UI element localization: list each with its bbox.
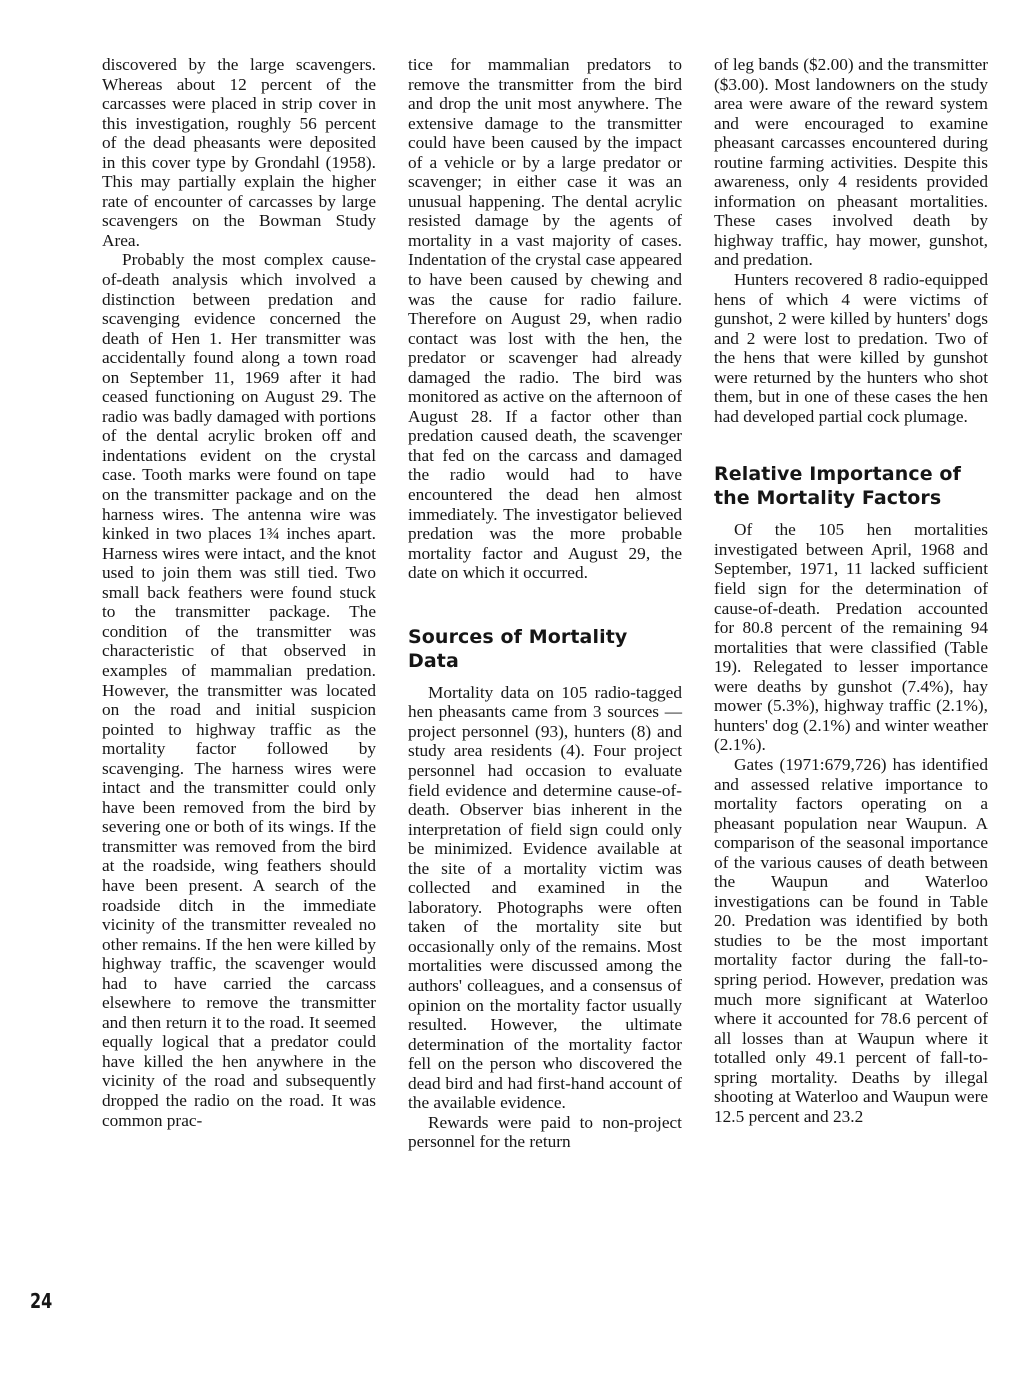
paragraph: Rewards were paid to non-project personnel for the return xyxy=(408,1112,682,1152)
paragraph: Gates (1971:679,726) has identified and assessed relative importance to mortality factors operating on a pheasant population near Waupun. A comparison of the seasonal importance of the various causes of death between the Waupun and Waterloo investigations can be found in Table 20. Predation was identified by both studies to be the most important mortality factor during the fall-to-spring period. However, predation was much more significant at Waterloo where it accounted for 78.6 percent of all losses than at Waupun where it totalled only 49.1 percent of fall-to-spring mortality. Deaths by illegal shooting at Waterloo and Waupun were 12.5 percent and 23.2 xyxy=(714,754,988,1126)
page-number: 24 xyxy=(30,1289,53,1313)
section-heading-sources: Sources of Mortality Data xyxy=(408,625,628,672)
column-1 xyxy=(102,55,376,1130)
section-heading-relative-importance: Relative Importance of the Mortality Factors xyxy=(714,463,961,510)
column-2 xyxy=(408,55,682,1152)
column-3 xyxy=(714,55,988,1126)
paragraph: tice for mammalian predators to remove the transmitter from the bird and drop the unit most anywhere. The extensive damage to the transmitter could have been caused by the impact of a vehicle or by a large predator or scavenger; in either case it was an unusual happening. The dental acrylic resisted damage by the agents of mortality in a vast majority of cases. Indentation of the crystal case appeared to have been caused by chewing and was the cause for radio failure. Therefore on August 29, when radio contact was lost with the hen, the predator or scavenger had already damaged the radio. The bird was monitored as active on the afternoon of August 28. If a factor other than predation caused death, the scavenger that fed on the carcass and damaged the radio would had to have encountered the dead hen almost immediately. The investigator believed predation was the more probable mortality factor and August 29, the date on which it occurred. xyxy=(408,55,682,583)
paragraph: discovered by the large scavengers. Whereas about 12 percent of the carcasses were placed in strip cover in this investigation, roughly 56 percent of the dead pheasants were deposited in this cover type by Grondahl (1958). This may partially explain the higher rate of encounter of carcasses by large scavengers on the Bowman Study Area. xyxy=(102,55,376,250)
paragraph: Probably the most complex cause-of-death analysis which involved a distinction between predation and scavenging evidence concerned the death of Hen 1. Her transmitter was accidentally found along a town road on September 11, 1969 after it had ceased functioning on August 29. The radio was badly damaged with portions of the dental acrylic broken off and indentations evident on the crystal case. Tooth marks were found on tape on the transmitter package and on the harness wires. The antenna wire was kinked in two places 1¾ inches apart. Harness wires were intact, and the knot used to join them was still tied. Two small back feathers were found stuck to the transmitter package. The condition of the transmitter was characteristic of that observed in examples of mammalian predation. However, the transmitter was located on the road and initial suspicion pointed to highway traffic as the mortality factor followed by scavenging. The harness wires were intact and the transmitter could only have been removed from the bird by severing one or both of its wings. If the transmitter was removed from the bird at the roadside, wing feathers should have been present. A search of the roadside ditch in the immediate vicinity of the transmitter revealed no other remains. If the hen were killed by highway traffic, the scavenger would had to have carried the carcass elsewhere to remove the transmitter and then return it to the road. It seemed equally logical that a predator could have killed the hen anywhere in the vicinity of the road and subsequently dropped the radio on the road. It was common prac- xyxy=(102,250,376,1130)
paragraph: Hunters recovered 8 radio-equipped hens of which 4 were victims of gunshot, 2 were killed by hunters' dogs and 2 were lost to predation. Two of the hens that were killed by gunshot were returned by the hunters who shot them, but in one of these cases the hen had developed partial cock plumage. xyxy=(714,270,988,426)
paragraph: of leg bands ($2.00) and the transmitter ($3.00). Most landowners on the study area were aware of the reward system and were encouraged to examine pheasant carcasses encountered during routine farming activities. Despite this awareness, only 4 residents provided information on pheasant mortalities. These cases involved death by highway traffic, hay mower, gunshot, and predation. xyxy=(714,55,988,270)
paragraph: Of the 105 hen mortalities investigated between April, 1968 and September, 1971, 11 lacked sufficient field sign for the determination of cause-of-death. Predation accounted for 80.8 percent of the remaining 94 mortalities that were classified (Table 19). Relegated to lesser importance were deaths by gunshot (7.4%), hay mower (5.3%), highway traffic (2.1%), hunters' dog (2.1%) and winter weather (2.1%). xyxy=(714,520,988,755)
paragraph: Mortality data on 105 radio-tagged hen pheasants came from 3 sources — project personnel (93), hunters (8) and study area residents (4). Four project personnel had occasion to evaluate field evidence and determine cause-of-death. Observer bias inherent in the interpretation of field sign could only be minimized. Evidence available at the site of a mortality victim was collected and examined in the laboratory. Photographs were often taken of the mortality site but occasionally only of the remains. Most mortalities were discussed among the authors' colleagues, and a consensus of opinion on the mortality factor usually resulted. However, the ultimate determination of the mortality factor fell on the person who discovered the dead bird and had first-hand account of the available evidence. xyxy=(408,682,682,1113)
